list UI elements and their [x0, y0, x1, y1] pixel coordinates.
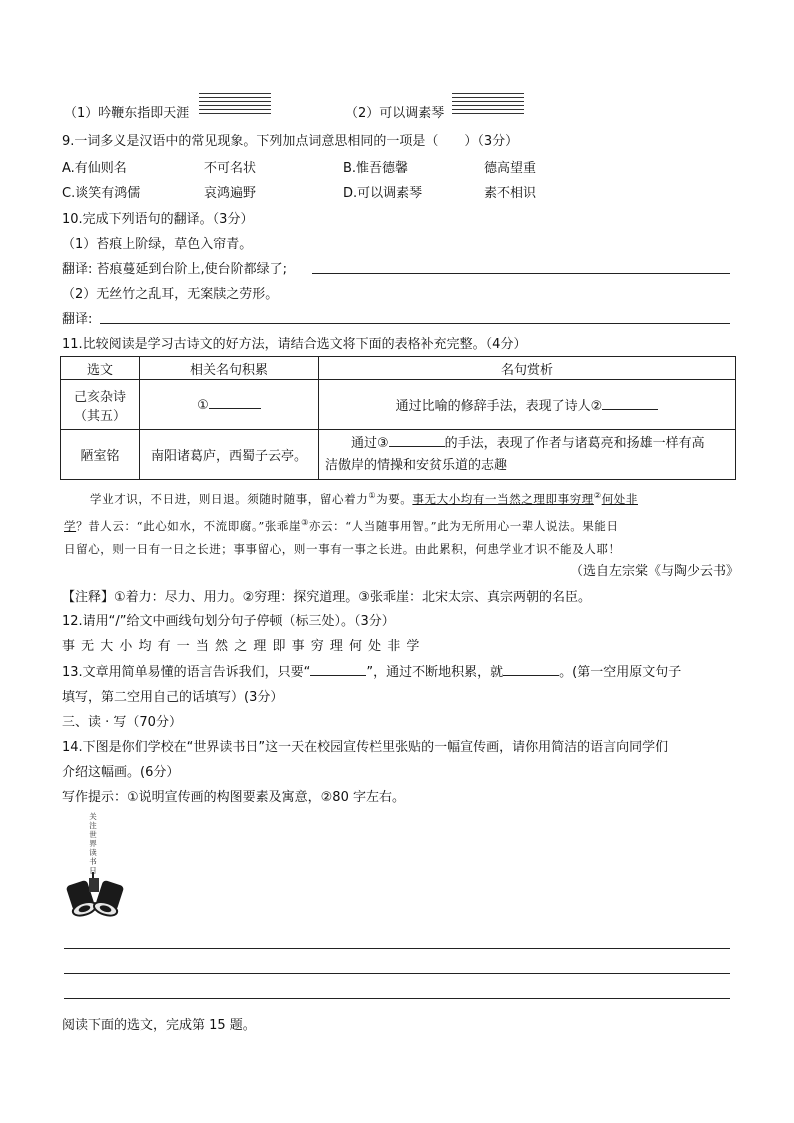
- q10-stem: 10.完成下列语句的翻译。（3分）: [62, 212, 254, 227]
- poster-char: 注: [89, 821, 97, 830]
- q10-answer-line-2[interactable]: [100, 323, 730, 324]
- q9-option-d-pair: 素不相识: [484, 186, 537, 201]
- poster-char: 书: [89, 857, 97, 866]
- section-3-title: 三、读 · 写（70分）: [62, 715, 182, 730]
- q13-line-2: 填写，第二空用自己的话填写）(3分）: [62, 690, 284, 705]
- poster-char: 读: [89, 848, 97, 857]
- passage-text: 学业才识，不日进，则日退。须随时随事，留心着力①为要。事无大小均有一当然之理即事穷理②何处非: [90, 491, 638, 506]
- notes: 【注释】①着力：尽力、用力。②穷理：探究道理。③张乖崖：北宋太宗、真宗两朝的名臣。: [62, 590, 591, 605]
- poster-char: 日: [89, 866, 97, 875]
- passage-text-end: 日留心，则一日有一日之长进；事事留心，则一事有一事之长进。由此累积，何患学业才识不能及人耶！: [64, 542, 621, 556]
- row2-title: 陋室铭: [61, 430, 140, 480]
- q12-sentence[interactable]: 事 无 大 小 均 有 一 当 然 之 理 即 事 穷 理 何 处 非 学: [62, 639, 421, 654]
- q8-answer-lines-1[interactable]: [199, 93, 271, 117]
- q14-stem-2: 介绍这幅画。(6分）: [62, 765, 180, 780]
- q10-sentence-2: （2）无丝竹之乱耳，无案牍之劳形。: [62, 287, 279, 302]
- q14-answer-line-1[interactable]: [64, 948, 730, 949]
- q13-line-1: 13.文章用简单易懂的语言告诉我们，只要“ ”，通过不断地积累，就 。(第一空用原文句子: [62, 665, 682, 680]
- row1-analysis[interactable]: 通过比喻的修辞手法，表现了诗人②: [319, 380, 736, 430]
- comparison-table: [60, 356, 736, 480]
- q9-option-c: C.谈笑有鸿儒: [62, 186, 141, 201]
- q10-answer-line-1[interactable]: [312, 273, 730, 274]
- q9-option-a: A.有仙则名: [62, 161, 127, 176]
- q11-stem: 11.比较阅读是学习古诗文的好方法，请结合选文将下面的表格补充完整。（4分）: [62, 337, 527, 352]
- header-analysis: 名句赏析: [319, 357, 736, 380]
- q8-answer-lines-2[interactable]: [452, 93, 524, 117]
- row1-quote-blank[interactable]: ①: [140, 380, 319, 430]
- poster-image: [62, 812, 132, 924]
- q14-answer-line-3[interactable]: [64, 998, 730, 999]
- q13-blank-1[interactable]: [310, 663, 366, 676]
- poster-char: 关: [89, 812, 97, 821]
- row2-quote: 南阳诸葛庐，西蜀子云亭。: [140, 430, 319, 480]
- q9-option-c-pair: 哀鸿遍野: [204, 186, 257, 201]
- q8-item-2: （2）可以调素琴: [345, 106, 445, 121]
- poster-char: 界: [89, 839, 97, 848]
- q9-option-b: B.惟吾德馨: [343, 161, 409, 176]
- q14-answer-line-2[interactable]: [64, 973, 730, 974]
- q9-option-b-pair: 德高望重: [484, 161, 537, 176]
- q8-item-1: （1）吟鞭东指即天涯: [64, 106, 190, 121]
- poster-char: 世: [89, 830, 97, 839]
- q10-translation-2-label: 翻译:: [62, 312, 93, 327]
- passage-source: （选自左宗棠《与陶少云书》: [570, 564, 740, 579]
- q9-option-a-pair: 不可名状: [204, 161, 257, 176]
- row1-title: 己亥杂诗 （其五）: [61, 380, 140, 430]
- q10-translation-1-label: 翻译: 苔痕蔓延到台阶上,使台阶都绿了;: [62, 262, 288, 277]
- q9-option-d: D.可以调素琴: [343, 186, 423, 201]
- q15-instruction: 阅读下面的选文，完成第 15 题。: [62, 1018, 256, 1033]
- q14-stem-1: 14.下图是你们学校在“世界读书日”这一天在校园宣传栏里张贴的一幅宣传画，请你用简洁的语言向同学们: [62, 740, 669, 755]
- row2-analysis[interactable]: 通过③ 的手法，表现了作者与诸葛亮和扬雄一样有高 洁傲岸的情操和安贫乐道的志趣: [319, 430, 736, 480]
- q13-blank-2[interactable]: [503, 663, 559, 676]
- header-selection: 选文: [61, 357, 140, 380]
- q10-sentence-1: （1）苔痕上阶绿，草色入帘青。: [62, 237, 253, 252]
- binoculars-icon: [62, 812, 132, 924]
- q12-stem: 12.请用“/”给文中画线句划分句子停顿（标三处）。（3分）: [62, 614, 395, 629]
- q9-stem: 9.一词多义是汉语中的常见现象。下列加点词意思相同的一项是（ ）（3分）: [62, 134, 519, 149]
- q14-tip: 写作提示：①说明宣传画的构图要素及寓意，②80 字左右。: [62, 790, 405, 805]
- passage-text-cont: 学？昔人云：“此心如水，不流即腐。”张乖崖③亦云：“人当随事用智。”此为无所用心一辈人说法。果能日: [64, 518, 619, 533]
- header-quotes: 相关名句积累: [140, 357, 319, 380]
